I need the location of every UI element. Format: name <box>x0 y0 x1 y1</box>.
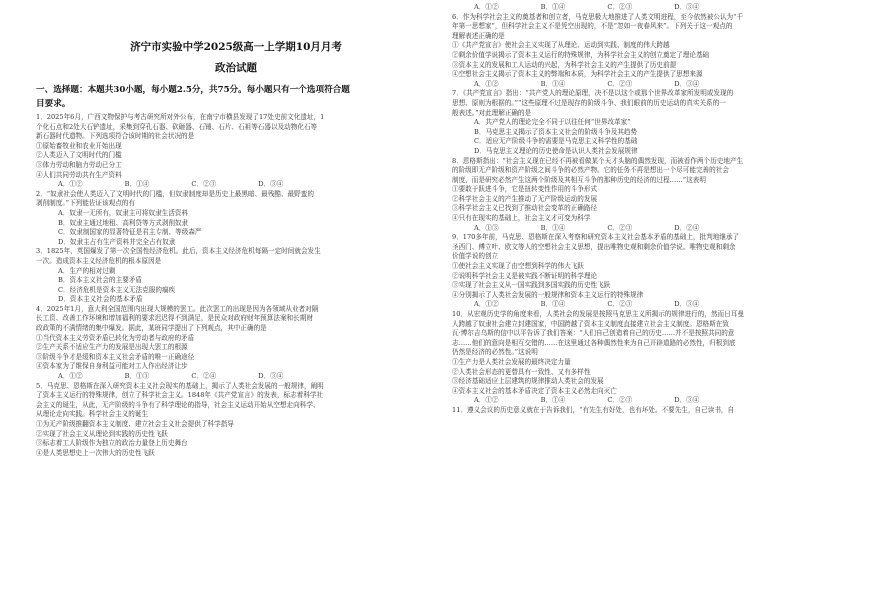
text-line: ②人类迈入了文明时代的门槛 <box>36 151 122 160</box>
text-line: B．奴隶主通过地租、高利贷等方式剥削奴隶 <box>58 218 189 227</box>
text-line: ②实现了社会主义从理论到实践的历史性飞跃 <box>36 429 168 438</box>
text-line: ①使社会主义实现了由空想到科学的伟大飞跃 <box>452 262 584 271</box>
text-line: 4．2025年1月，意大利全国范围内出现大规模的罢工。此次罢工的出现是因为各领域从业者对隔 <box>36 304 319 313</box>
text-line: ③科学社会主义已找到了推动社会变革的正确路径 <box>452 204 598 213</box>
text-line: ④只有在现实的基础上，社会主义才可变为科学 <box>452 214 591 223</box>
text-line: 长工资、改善工作环境和增加福利的要求迟迟得不到满足，是民众对政府财年预算法案和长期财 <box>36 314 313 323</box>
text-line: A．①② B．①④ C．②③ D．③④ <box>58 180 284 189</box>
text-line: ②科学社会主义的产生推动了无产阶级运动的发展 <box>452 194 598 203</box>
section-heading-line-1: 一、选择题：本题共30小题，每小题2.5分，共75分。每小题只有一个选项符合题 <box>36 85 350 95</box>
page-subtitle: 政治试题 <box>215 62 257 74</box>
text-line: 志……他们的意向是相互交错的……在这里通过各种偶然性来为自己开辟道路的必然性，归根到底 <box>452 338 736 347</box>
text-line: 新石器时代遗物。下列选项符合该时期的社会状况的是 <box>36 132 195 141</box>
text-line: ④分别揭示了人类社会发展的一般规律和资本主义运行的特殊规律 <box>452 290 644 299</box>
text-line: B．资本主义社会的主要矛盾 <box>58 276 142 285</box>
text-line: ①为无产阶级推翻资本主义制度、建立社会主义社会提供了科学指导 <box>36 420 234 428</box>
text-line: D．资本主义社会的基本矛盾 <box>58 295 143 304</box>
text-line: ③实现了社会主义从一国实践到多国实践的历史性飞跃 <box>452 281 611 290</box>
text-line: ④人们共同劳动共有生产资料 <box>36 170 122 179</box>
text-line: ③阶级斗争才是缓和资本主义社会矛盾的唯一正确途径 <box>36 352 195 361</box>
text-line: C．奴隶制国家的显著特征是君主专制、等级森严 <box>58 228 202 237</box>
page-title: 济宁市实验中学2025级高一上学期10月月考 <box>130 41 342 53</box>
text-line: 思想、原则为根据的。”“这些原理不过是现存的阶级斗争、我们眼前的历史运动的真实关系的一 <box>452 98 726 107</box>
text-line: ①要敢于跃进斗争，它是扭转变性作用的斗争形式 <box>452 185 598 194</box>
text-line: 3．1825年，英国爆发了第一次全国性经济危机。此后，资本主义经济危机每隔一定时间就会发生 <box>36 247 321 256</box>
text-line: 6．作为科学社会主义的奠基者和创立者，马克思极大地推进了人类文明进程，至今依然被公认为“千 <box>452 12 744 21</box>
text-line: ③经济基础适应上层建筑的规律推动人类社会的发展 <box>452 377 604 386</box>
text-line: C．适应无产阶级斗争的需要是马克思主义科学性的基础 <box>474 137 638 146</box>
text-line: 的阶级即无产阶级和资产阶级之间斗争的必然产物。它的任务不再是想出一个尽可能完善的社会 <box>452 166 729 175</box>
text-line: ②说明科学社会主义是被实践不断证明的科学理论 <box>452 271 598 280</box>
section-heading-line-2: 目要求。 <box>36 99 71 109</box>
text-line: ④是人类思想史上一次伟大的历史性飞跃 <box>36 448 155 457</box>
text-line: ②剩余价值学说揭示了资本主义运行的特殊规律，为科学社会主义的创立奠定了理论基础 <box>452 50 710 59</box>
text-line: C．经济危机是资本主义无法克服的痼疾 <box>58 285 176 294</box>
text-line: A．奴隶一无所有，奴隶主可将奴隶生活资料 <box>58 208 189 217</box>
text-line: 从理论走向实践。科学社会主义的诞生 <box>36 410 149 419</box>
text-line: 剥削制度。”下列能佐证该观点的有 <box>36 199 135 208</box>
text-line: 价值学说的创立 <box>452 252 499 261</box>
right-column <box>452 0 840 416</box>
text-line: ③体力劳动和脑力劳动已分工 <box>36 160 122 169</box>
text-line: 圣西门、傅立叶、欧文等人的空想社会主义思想，提出唯物史观和剩余价值学说。唯物史观和剩余 <box>452 242 736 251</box>
text-line: 5．马克思、恩格斯在深入研究资本主义社会现实的基础上，揭示了人类社会发展的一般规律，阐明 <box>36 381 324 390</box>
text-line: A．①② B．①④ C．②③ D．③④ <box>474 3 700 11</box>
text-line: 7．《共产党宣言》指出：“共产党人的理论原理，决不是以这个或那个世界改革家所发明或发现的 <box>452 89 734 98</box>
text-line: A．①② B．①④ C．②③ D．③④ <box>474 396 700 405</box>
right-question-text <box>452 3 840 416</box>
text-line: 会主义的诞生，从此，无产阶级的斗争有了科学理论的指导，社会主义运动开始从空想走向科学、 <box>36 400 320 409</box>
text-line: 理解表述正确的是 <box>452 31 505 40</box>
text-line: ④资本家为了维保自身利益可能对工人作出经济让步 <box>36 362 188 371</box>
text-line: 了资本主义运行的特殊规律，创立了科学社会主义。1848年《共产党宣言》的发表，标志着科学社 <box>36 391 324 400</box>
text-line: 制度，而是研究必然产生这两个阶级及其相互斗争的那种历史的经济的过程……”这表明 <box>452 175 706 184</box>
text-line: A．①② B．①④ C．②③ D．③④ <box>474 300 700 309</box>
text-line: 11．遵义会议的历史意义就在于告诉我们，“有先生有好处，也有坏处。不要先生，自己读书，自 <box>452 405 735 414</box>
text-line: ④空想社会主义揭示了资本主义的弊端和本质，为科学社会主义的产生提供了思想来源 <box>452 70 703 79</box>
text-line: 仍然是经济的必然性。”这说明 <box>452 348 538 357</box>
text-line: ②人类社会形态的更替具有一致性、又有多样性 <box>452 367 591 376</box>
text-line: 1．2025年6月，广西文物保护与考古研究所对外公布，在南宁市横县发现了17处史前文化遗址，1 <box>36 113 325 121</box>
text-line: 个化石点和2处大石铲遗址，采集到穿孔石器、砍砸器、石锤、石片、石祖等石器以及动物化石等 <box>36 122 318 131</box>
text-line: 般表述。”对此理解正确的是 <box>452 108 532 117</box>
text-line: A．共产党人的理论完全不同于以往任何“世界改革家” <box>474 118 631 127</box>
text-line: 政政策的不满情绪的集中爆发。据此，某班同学提出了下列观点，其中正确的是 <box>36 324 267 333</box>
text-line: ④资本主义社会的基本矛盾决定了资本主义必然走向灭亡 <box>452 386 617 395</box>
text-line: ①当代资本主义劳资矛盾已转化为劳动者与政府的矛盾 <box>36 333 195 342</box>
text-line: D．马克思主义理论的历史使命是认识人类社会发展规律 <box>474 146 638 155</box>
text-line: A．①② B．①④ C．②③ D．③④ <box>474 79 700 88</box>
text-line: ①生产力是人类社会发展的最终决定力量 <box>452 357 571 366</box>
text-line: 9．170多年前，马克思、恩格斯在深入考察和研究资本主义社会基本矛盾的基础上，批判地继承了 <box>452 233 740 242</box>
text-line: 瓦·博尔吉乌斯的信中以平告诉了我们答案：“人们自己创造着自己的历史……并不是按照共同的意 <box>452 329 735 338</box>
text-line: 8．恩格斯指出：“社会主义现在已经不再被看做某个天才头脑的偶然发现，而被看作两个历史地产生 <box>452 156 744 165</box>
text-line: 人跨越了奴隶社会建立封建国家，中国跨越了资本主义制度直接建立社会主义制度。恩格斯在致 <box>452 319 729 328</box>
text-line: ③标志着工人阶级作为独立的政治力量登上历史舞台 <box>36 439 188 448</box>
text-line: D．奴隶主占有生产资料并完全占有奴隶 <box>58 237 176 246</box>
left-question-text <box>36 113 436 458</box>
text-line: ②生产关系不适应生产力的发展是出现大罢工的根源 <box>36 343 188 352</box>
left-column <box>36 0 436 458</box>
text-line: ①原始畜牧业和农业开始出现 <box>36 141 122 150</box>
text-line: A．①③ B．①④ C．②③ D．②④ <box>474 223 700 232</box>
text-line: B．马克思主义揭示了资本主义社会的阶级斗争及其趋势 <box>474 127 638 136</box>
text-line: 10．从宏观历史学的角度来看，人类社会的发展是按照马克思主义所揭示的规律进行的，然而日耳曼 <box>452 310 744 318</box>
text-line: 年第一思想家”，但科学社会主义不是凭空出现的，不是“忽如一夜春风来”。下列关于这一观点的 <box>452 22 733 31</box>
text-line: ③资本主义的发展和工人运动的兴起，为科学社会主义的产生提供了历史前提 <box>452 60 677 69</box>
text-line: A．生产的相对过剩 <box>58 266 116 275</box>
text-line: A．①② B．①③ C．②④ D．③④ <box>58 372 284 381</box>
text-line: ①《共产党宣言》使社会主义实现了从理论、运动到实践、制度的伟大跨越 <box>452 41 670 50</box>
text-line: 2．“奴隶社会使人类迈入了文明时代的门槛，但奴隶制度却是历史上最黑暗、最残酷、最野蛮的 <box>36 189 314 198</box>
text-line: 一次。造成资本主义经济危机的根本原因是 <box>36 256 162 265</box>
